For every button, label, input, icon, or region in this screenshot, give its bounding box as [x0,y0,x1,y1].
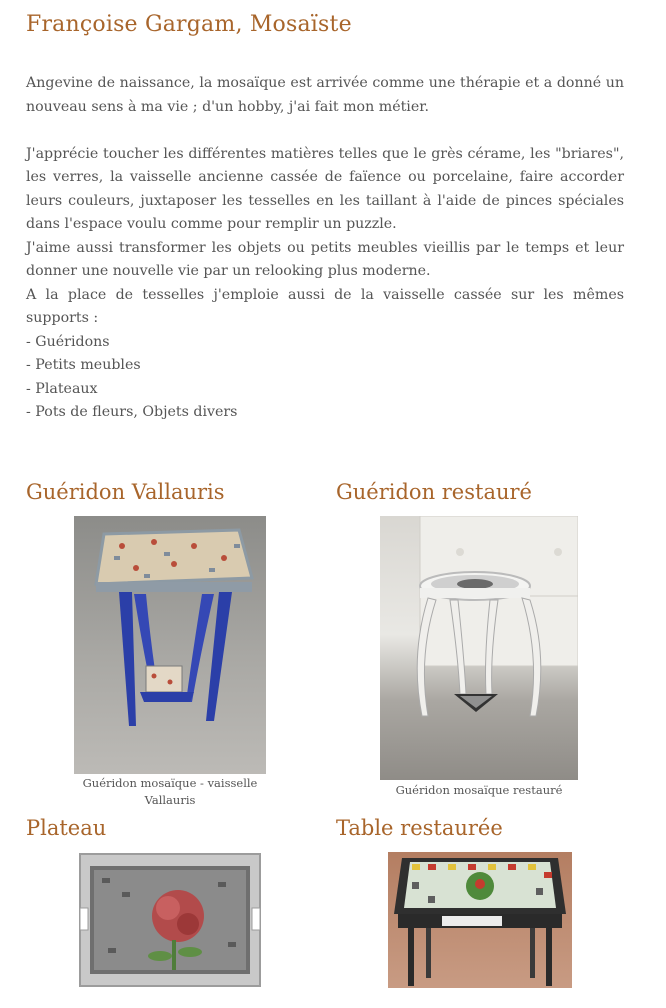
photo-caption: Guéridon mosaïque - vaisselle Vallauris [82,776,258,807]
page-title: Françoise Gargam, Mosaïste [26,12,352,37]
list-item: - Pots de fleurs, Objets divers [26,404,238,420]
gallery-item-vallauris [26,480,225,504]
table-illustration [74,516,266,774]
gallery-item-plateau [26,816,106,840]
paragraph-spacer [26,119,624,143]
photo-caption: Guéridon mosaïque restauré [395,783,563,797]
intro-paragraph-4: A la place de tesselles j'emploie aussi de la vaisselle cassée sur les mêmes supports : [26,286,624,326]
gueridon-vallauris-photo[interactable] [74,516,266,774]
table-illustration [380,516,578,780]
table-illustration [388,852,572,988]
gueridon-restaure-photo[interactable] [380,516,578,780]
list-item: - Petits meubles [26,357,141,373]
gallery-heading: Guéridon Vallauris [26,480,225,504]
supports-list [26,331,624,425]
gallery-heading: Table restaurée [336,816,503,840]
gallery-heading: Guéridon restauré [336,480,532,504]
tray-illustration [78,852,262,988]
list-item: - Guéridons [26,333,110,350]
list-item: - Plateaux [26,380,98,397]
plateau-photo[interactable] [78,852,262,988]
table-restauree-photo[interactable] [388,852,572,988]
gallery-item-restaure [336,480,532,504]
gallery-heading: Plateau [26,816,107,840]
intro-paragraph-1: Angevine de naissance, la mosaïque est arrivée comme une thérapie et a donné un nouveau sens à ma vie ; d'un hobby, j'ai fait mon métier. [26,75,624,115]
intro-text [26,72,624,425]
intro-paragraph-3: J'aime aussi transformer les objets ou petits meubles vieillis par le temps et leur donner une nouvelle vie par un relooking plus moderne. [26,239,624,279]
intro-paragraph-2: J'apprécie toucher les différentes matières telles que le grès cérame, les "briares", les verres, la vaisselle ancienne cassée de faïence ou porcelaine, faire accorder leurs couleurs, juxtaposer les tesselles en les taillant à l'aide de pinces spéciales dans l'espace voulu comme pour remplir un puzzle. [26,145,624,232]
gallery-item-table [336,816,503,840]
